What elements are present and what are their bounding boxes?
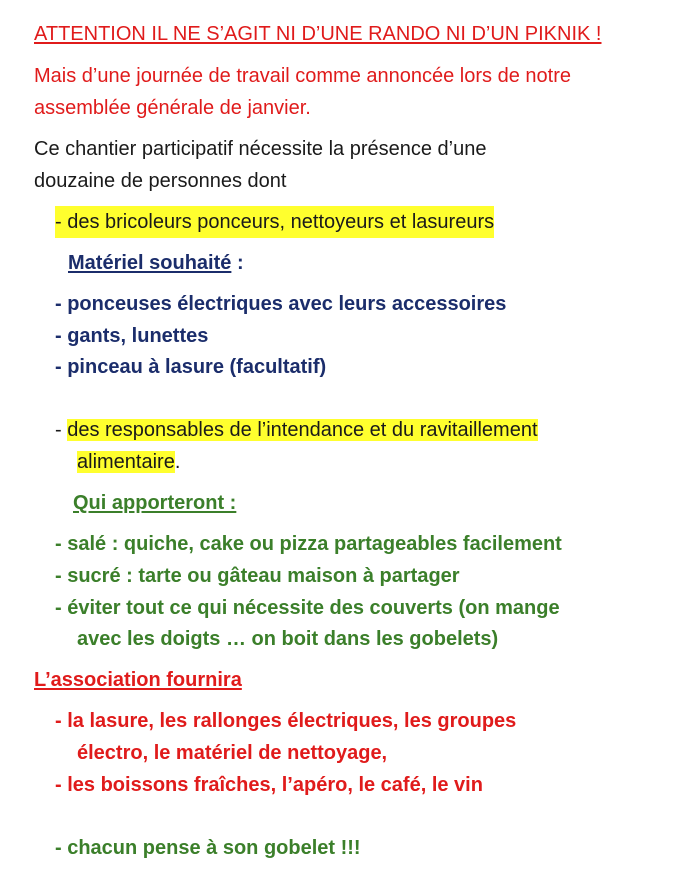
group1-label-text: des bricoleurs ponceurs, nettoyeurs et lasureurs xyxy=(67,211,495,233)
bring-item-1: - salé : quiche, cake ou pizza partageables facilement xyxy=(55,533,562,555)
material-item-1: - ponceuses électriques avec leurs accessoires xyxy=(55,293,507,315)
material-heading-colon: : xyxy=(231,252,244,274)
group2-dash: - xyxy=(55,419,68,441)
bring-item-3: - éviter tout ce qui nécessite des couverts (on mange xyxy=(55,597,560,619)
material-item-3: - pinceau à lasure (facultatif) xyxy=(55,356,327,378)
group2-label-end: . xyxy=(174,451,181,473)
group1-dash: - xyxy=(55,211,68,233)
intro-line-1: Mais d’une journée de travail comme annoncée lors de notre xyxy=(34,65,571,87)
association-item-1: - la lasure, les rallonges électriques, les groupes xyxy=(55,710,517,732)
group2-label-cont xyxy=(77,446,180,478)
material-item-2: - gants, lunettes xyxy=(55,325,209,347)
group2-label-line-2: alimentaire xyxy=(77,451,175,473)
association-heading: L’association fournira xyxy=(34,669,242,691)
group2-label xyxy=(55,414,538,446)
group2-label-line-1: des responsables de l’intendance et du ravitaillement xyxy=(67,419,538,441)
association-item-2: - les boissons fraîches, l’apéro, le café, le vin xyxy=(55,774,483,796)
association-item-1-cont: électro, le matériel de nettoyage, xyxy=(77,742,388,764)
bring-item-3-cont: avec les doigts … on boit dans les gobelets) xyxy=(77,628,499,650)
material-heading xyxy=(68,247,244,279)
bring-heading: Qui apporteront : xyxy=(73,492,237,514)
intro-line-2: assemblée générale de janvier. xyxy=(34,97,311,119)
bring-item-2: - sucré : tarte ou gâteau maison à partager xyxy=(55,565,460,587)
group1-label xyxy=(55,206,494,238)
material-heading-text: Matériel souhaité xyxy=(68,252,232,274)
warning-title: ATTENTION IL NE S’AGIT NI D’UNE RANDO NI D’UN PIKNIK ! xyxy=(34,23,602,45)
need-line-2: douzaine de personnes dont xyxy=(34,170,287,192)
need-line-1: Ce chantier participatif nécessite la présence d’une xyxy=(34,138,487,160)
closing-line: - chacun pense à son gobelet !!! xyxy=(55,837,361,859)
